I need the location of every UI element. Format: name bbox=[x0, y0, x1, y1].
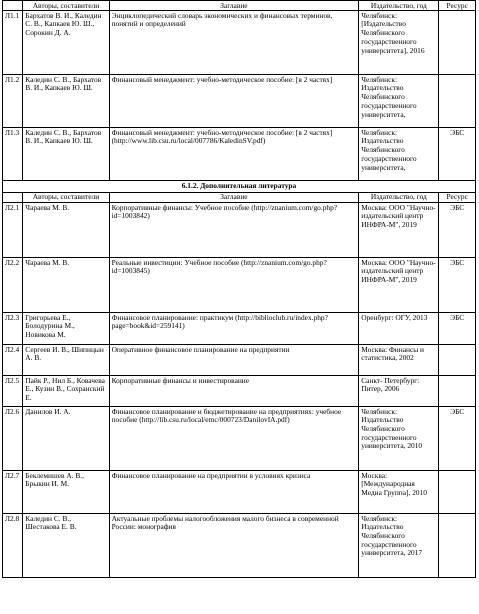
row-resource: ЭБС bbox=[439, 407, 476, 471]
row-title: Оперативное финансовое планирование на предприятии bbox=[109, 345, 359, 376]
table-row bbox=[3, 407, 476, 471]
row-id: Л1.1 bbox=[3, 11, 23, 75]
row-resource bbox=[439, 75, 476, 128]
header-authors: Авторы, составители bbox=[23, 192, 109, 202]
literature-document bbox=[2, 0, 476, 578]
row-resource: ЭБС bbox=[439, 313, 476, 345]
header-id-cell bbox=[3, 1, 23, 11]
row-id: Л2.2 bbox=[3, 258, 23, 313]
row-authors: Чараева М. В. bbox=[23, 203, 109, 258]
row-id: Л2.6 bbox=[3, 407, 23, 471]
row-authors: Григорьева Е., Болодурина М., Новикова М. bbox=[23, 313, 109, 345]
row-title: Актуальные проблемы налогообложения малого бизнеса в современной России: монография bbox=[109, 514, 359, 578]
row-title: Финансовый менеджмент: учебно-методическое пособие: [в 2 частях] bbox=[109, 75, 359, 128]
table-row bbox=[3, 258, 476, 313]
row-resource bbox=[439, 471, 476, 514]
table-row bbox=[3, 75, 476, 128]
row-resource bbox=[439, 11, 476, 75]
section-title: 6.1.2. Дополнительная литература bbox=[3, 181, 476, 193]
row-publisher: Москва: [Международная Медиа Группа], 2010 bbox=[359, 471, 439, 514]
header-authors: Авторы, составители bbox=[23, 1, 109, 11]
header-publisher: Издательство, год bbox=[359, 1, 439, 11]
row-authors: Сергеев И. В., Шипицын А. В. bbox=[23, 345, 109, 376]
table-row bbox=[3, 203, 476, 258]
header-id-cell bbox=[3, 192, 23, 202]
row-title: Энциклопедический словарь экономических и финансовых терминов, понятий и определений bbox=[109, 11, 359, 75]
row-publisher: Москва: ООО "Научно-издательский центр ИНФРА-М", 2019 bbox=[359, 203, 439, 258]
row-id: Л2.7 bbox=[3, 471, 23, 514]
row-id: Л1.2 bbox=[3, 75, 23, 128]
row-title: Корпоративные финансы: Учебное пособие (http://znanium.com/go.php?id=1003842) bbox=[109, 203, 359, 258]
row-publisher: Челябинск: [Издательство Челябинского государственного университета], 2016 bbox=[359, 11, 439, 75]
row-resource: ЭБС bbox=[439, 128, 476, 181]
row-authors: Пайк Р., Нил Б., Ковачева Е., Кузин В., Сохранский Е. bbox=[23, 376, 109, 407]
row-id: Л1.3 bbox=[3, 128, 23, 181]
row-id: Л2.3 bbox=[3, 313, 23, 345]
table-row bbox=[3, 471, 476, 514]
row-authors: Беклемишев А. В., Брыкин И. М. bbox=[23, 471, 109, 514]
table-row bbox=[3, 11, 476, 75]
row-publisher: Санкт- Петербург: Питер, 2006 bbox=[359, 376, 439, 407]
row-title: Реальные инвестиции: Учебное пособие (http://znanium.com/go.php?id=1003845) bbox=[109, 258, 359, 313]
row-publisher: Челябинск: Издательство Челябинского государственного университета, 2017 bbox=[359, 514, 439, 578]
row-authors: Чараева М. В. bbox=[23, 258, 109, 313]
section-row bbox=[3, 181, 476, 193]
row-resource bbox=[439, 376, 476, 407]
header-publisher: Издательство, год bbox=[359, 192, 439, 202]
row-resource: ЭБС bbox=[439, 258, 476, 313]
header-title: Заглавие bbox=[109, 1, 359, 11]
row-resource bbox=[439, 345, 476, 376]
header-title: Заглавие bbox=[109, 192, 359, 202]
table-row bbox=[3, 376, 476, 407]
table-row bbox=[3, 313, 476, 345]
row-publisher: Челябинск: Издательство Челябинского государственного университета, 2010 bbox=[359, 407, 439, 471]
table-row bbox=[3, 345, 476, 376]
row-title: Финансовое планирование и бюджетирование на предприятиях: учебное пособие (http://lib.csu.ru/local/emc/000723/DanilovIA.pdf) bbox=[109, 407, 359, 471]
row-authors: Каледин С. В., Бархатов В. И., Капкаев Ю. Ш. bbox=[23, 128, 109, 181]
row-publisher: Москва: ООО "Научно-издательский центр ИНФРА-М", 2019 bbox=[359, 258, 439, 313]
row-id: Л2.5 bbox=[3, 376, 23, 407]
row-title: Финансовое планирование на предприятии в условиях кризиса bbox=[109, 471, 359, 514]
table-row bbox=[3, 128, 476, 181]
row-resource bbox=[439, 514, 476, 578]
table-row bbox=[3, 514, 476, 578]
row-publisher: Оренбург: ОГУ, 2013 bbox=[359, 313, 439, 345]
header-resource: Ресурс bbox=[439, 192, 476, 202]
row-authors: Бархатов В. И., Каледин С. В., Капкаев Ю. Ш., Сорокин Д. А. bbox=[23, 11, 109, 75]
header-row-additional bbox=[3, 192, 476, 202]
row-authors: Данилов И. А. bbox=[23, 407, 109, 471]
row-resource: ЭБС bbox=[439, 203, 476, 258]
row-title: Финансовый менеджмент: учебно-методическое пособие: [в 2 частях] (http://www.lib.csu.ru/local/007786/KaledinSV.pdf) bbox=[109, 128, 359, 181]
row-id: Л2.4 bbox=[3, 345, 23, 376]
row-id: Л2.1 bbox=[3, 203, 23, 258]
header-resource: Ресурс bbox=[439, 1, 476, 11]
row-publisher: Челябинск: Издательство Челябинского государственного университета, bbox=[359, 75, 439, 128]
row-authors: Каледин С. В., Шестакова Е. В. bbox=[23, 514, 109, 578]
row-title: Финансовое планирование: практикум (http://biblioclub.ru/index.php?page=book&id=259141) bbox=[109, 313, 359, 345]
row-id: Л2.8 bbox=[3, 514, 23, 578]
literature-table bbox=[2, 0, 476, 578]
row-publisher: Москва: Финансы и статистика, 2002 bbox=[359, 345, 439, 376]
row-authors: Каледин С. В., Бархатов В. И., Капкаев Ю. Ш. bbox=[23, 75, 109, 128]
row-title: Корпоративные финансы и инвестирование bbox=[109, 376, 359, 407]
row-publisher: Челябинск: Издательство Челябинского государственного университета, bbox=[359, 128, 439, 181]
header-row-main bbox=[3, 1, 476, 11]
